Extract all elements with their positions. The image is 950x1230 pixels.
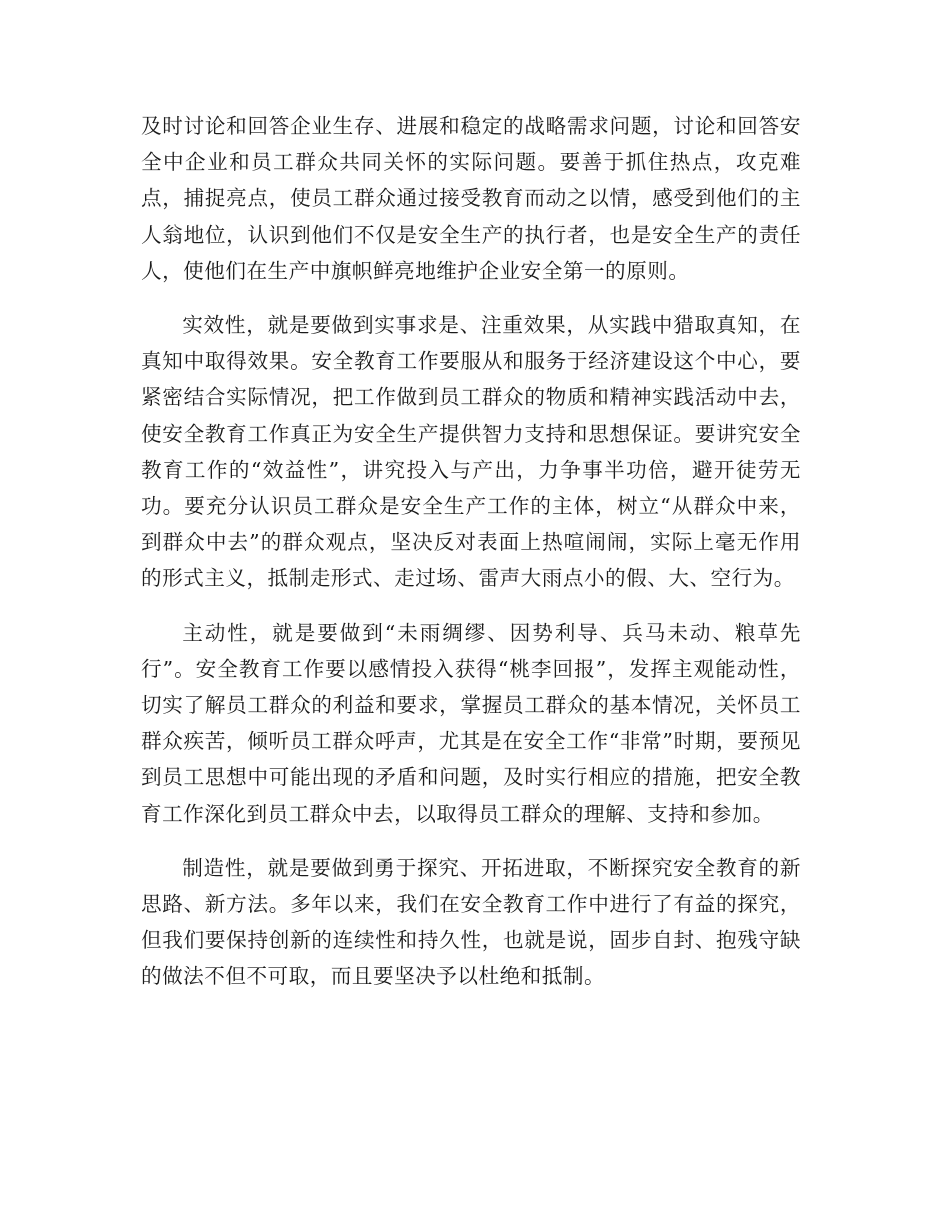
paragraph-4: 制造性，就是要做到勇于探究、开拓进取，不断探究安全教育的新思路、新方法。多年以来，我们在安全教育工作中进行了有益的探究，但我们要保持创新的连续性和持久性，也就是说，固步自封、抱残守缺的做法不但不可取，而且要坚决予以杜绝和抵制。	[141, 855, 801, 989]
paragraph-1: 及时讨论和回答企业生存、进展和稳定的战略需求问题，讨论和回答安全中企业和员工群众共同关怀的实际问题。要善于抓住热点，攻克难点，捕捉亮点，使员工群众通过接受教育而动之以情，感受到他们的主人翁地位，认识到他们不仅是安全生产的执行者，也是安全生产的责任人，使他们在生产中旗帜鲜亮地维护企业安全第一的原则。	[141, 114, 801, 283]
paragraph-3: 主动性，就是要做到“未雨绸缪、因势利导、兵马未动、粮草先行”。安全教育工作要以感情投入获得“桃李回报”，发挥主观能动性，切实了解员工群众的利益和要求，掌握员工群众的基本情况，关怀员工群众疾苦，倾听员工群众呼声，尤其是在安全工作“非常”时期，要预见到员工思想中可能出现的矛盾和问题，及时实行相应的措施，把安全教育工作深化到员工群众中去，以取得员工群众的理解、支持和参加。	[141, 620, 801, 826]
document-body	[141, 108, 801, 995]
paragraph-2: 实效性，就是要做到实事求是、注重效果，从实践中猎取真知，在真知中取得效果。安全教育工作要服从和服务于经济建设这个中心，要紧密结合实际情况，把工作做到员工群众的物质和精神实践活动中去，使安全教育工作真正为安全生产提供智力支持和思想保证。要讲究安全教育工作的“效益性”，讲究投入与产出，力争事半功倍，避开徒劳无功。要充分认识员工群众是安全生产工作的主体，树立“从群众中来，到群众中去”的群众观点，坚决反对表面上热喧闹闹，实际上毫无作用的形式主义，抵制走形式、走过场、雷声大雨点小的假、大、空行为。	[141, 313, 801, 591]
